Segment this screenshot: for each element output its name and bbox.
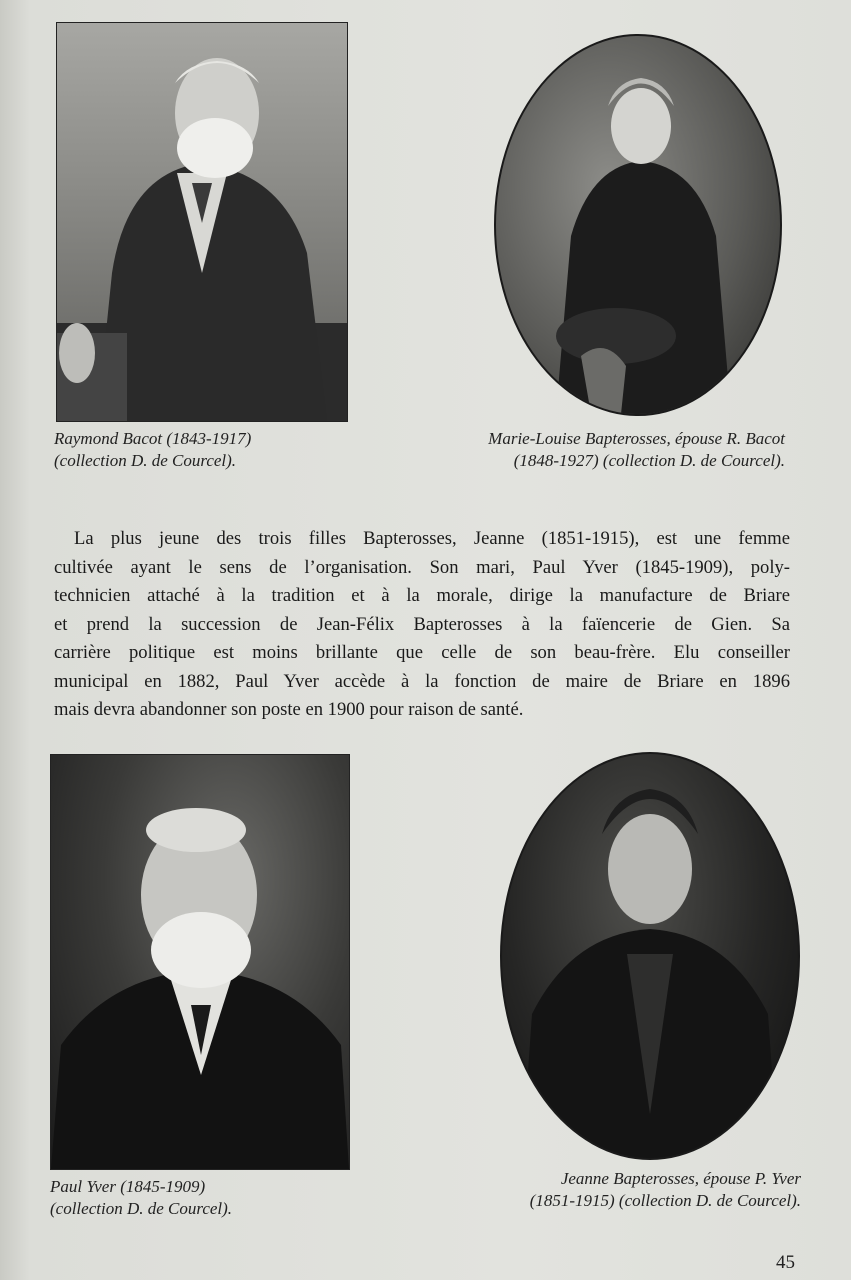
- caption-line: Paul Yver (1845-1909): [50, 1177, 206, 1196]
- caption-line: (1851-1915) (collection D. de Courcel).: [529, 1191, 801, 1210]
- caption-line: Marie-Louise Bapterosses, épouse R. Bacot: [488, 429, 785, 448]
- caption-marie-louise-bapterosses: [488, 428, 785, 472]
- portrait-figure-icon: [57, 23, 347, 421]
- body-paragraph: [54, 525, 790, 725]
- caption-line: (1848-1927) (collection D. de Courcel).: [513, 451, 785, 470]
- caption-jeanne-bapterosses: [530, 1168, 801, 1212]
- paragraph-line: cultivée ayant le sens de l’organisation. Son mari, Paul Yver (1845-1909), poly-: [54, 556, 790, 578]
- paragraph-line: carrière politique est moins brillante que celle de son beau-frère. Elu conseiller: [54, 642, 790, 663]
- caption-line: (collection D. de Courcel).: [54, 451, 237, 470]
- paragraph-line: technicien attaché à la tradition et à la morale, dirige la manufacture de Briare: [54, 585, 790, 606]
- caption-line: (collection D. de Courcel).: [50, 1199, 233, 1218]
- portrait-photo-jeanne-bapterosses: [500, 752, 800, 1160]
- portrait-figure-icon: [496, 36, 780, 414]
- caption-line: Jeanne Bapterosses, épouse P. Yver: [560, 1169, 801, 1188]
- paragraph-line: municipal en 1882, Paul Yver accède à la fonction de maire de Briare en 1896: [54, 670, 790, 692]
- portrait-figure-icon: [51, 755, 349, 1169]
- paragraph-line: et prend la succession de Jean-Félix Bapterosses à la faïencerie de Gien. Sa: [54, 613, 790, 635]
- portrait-figure-icon: [502, 754, 798, 1158]
- caption-paul-yver: [50, 1176, 232, 1220]
- caption-line: Raymond Bacot (1843-1917): [54, 429, 252, 448]
- portrait-photo-marie-louise-bapterosses: [494, 34, 782, 416]
- portrait-photo-raymond-bacot: [56, 22, 348, 422]
- paragraph-line: mais devra abandonner son poste en 1900 pour raison de santé.: [54, 699, 524, 720]
- page-number: 45: [776, 1252, 795, 1273]
- portrait-photo-paul-yver: [50, 754, 350, 1170]
- caption-raymond-bacot: [54, 428, 251, 472]
- paragraph-line: La plus jeune des trois filles Bapterosses, Jeanne (1851-1915), est une femme: [74, 528, 790, 549]
